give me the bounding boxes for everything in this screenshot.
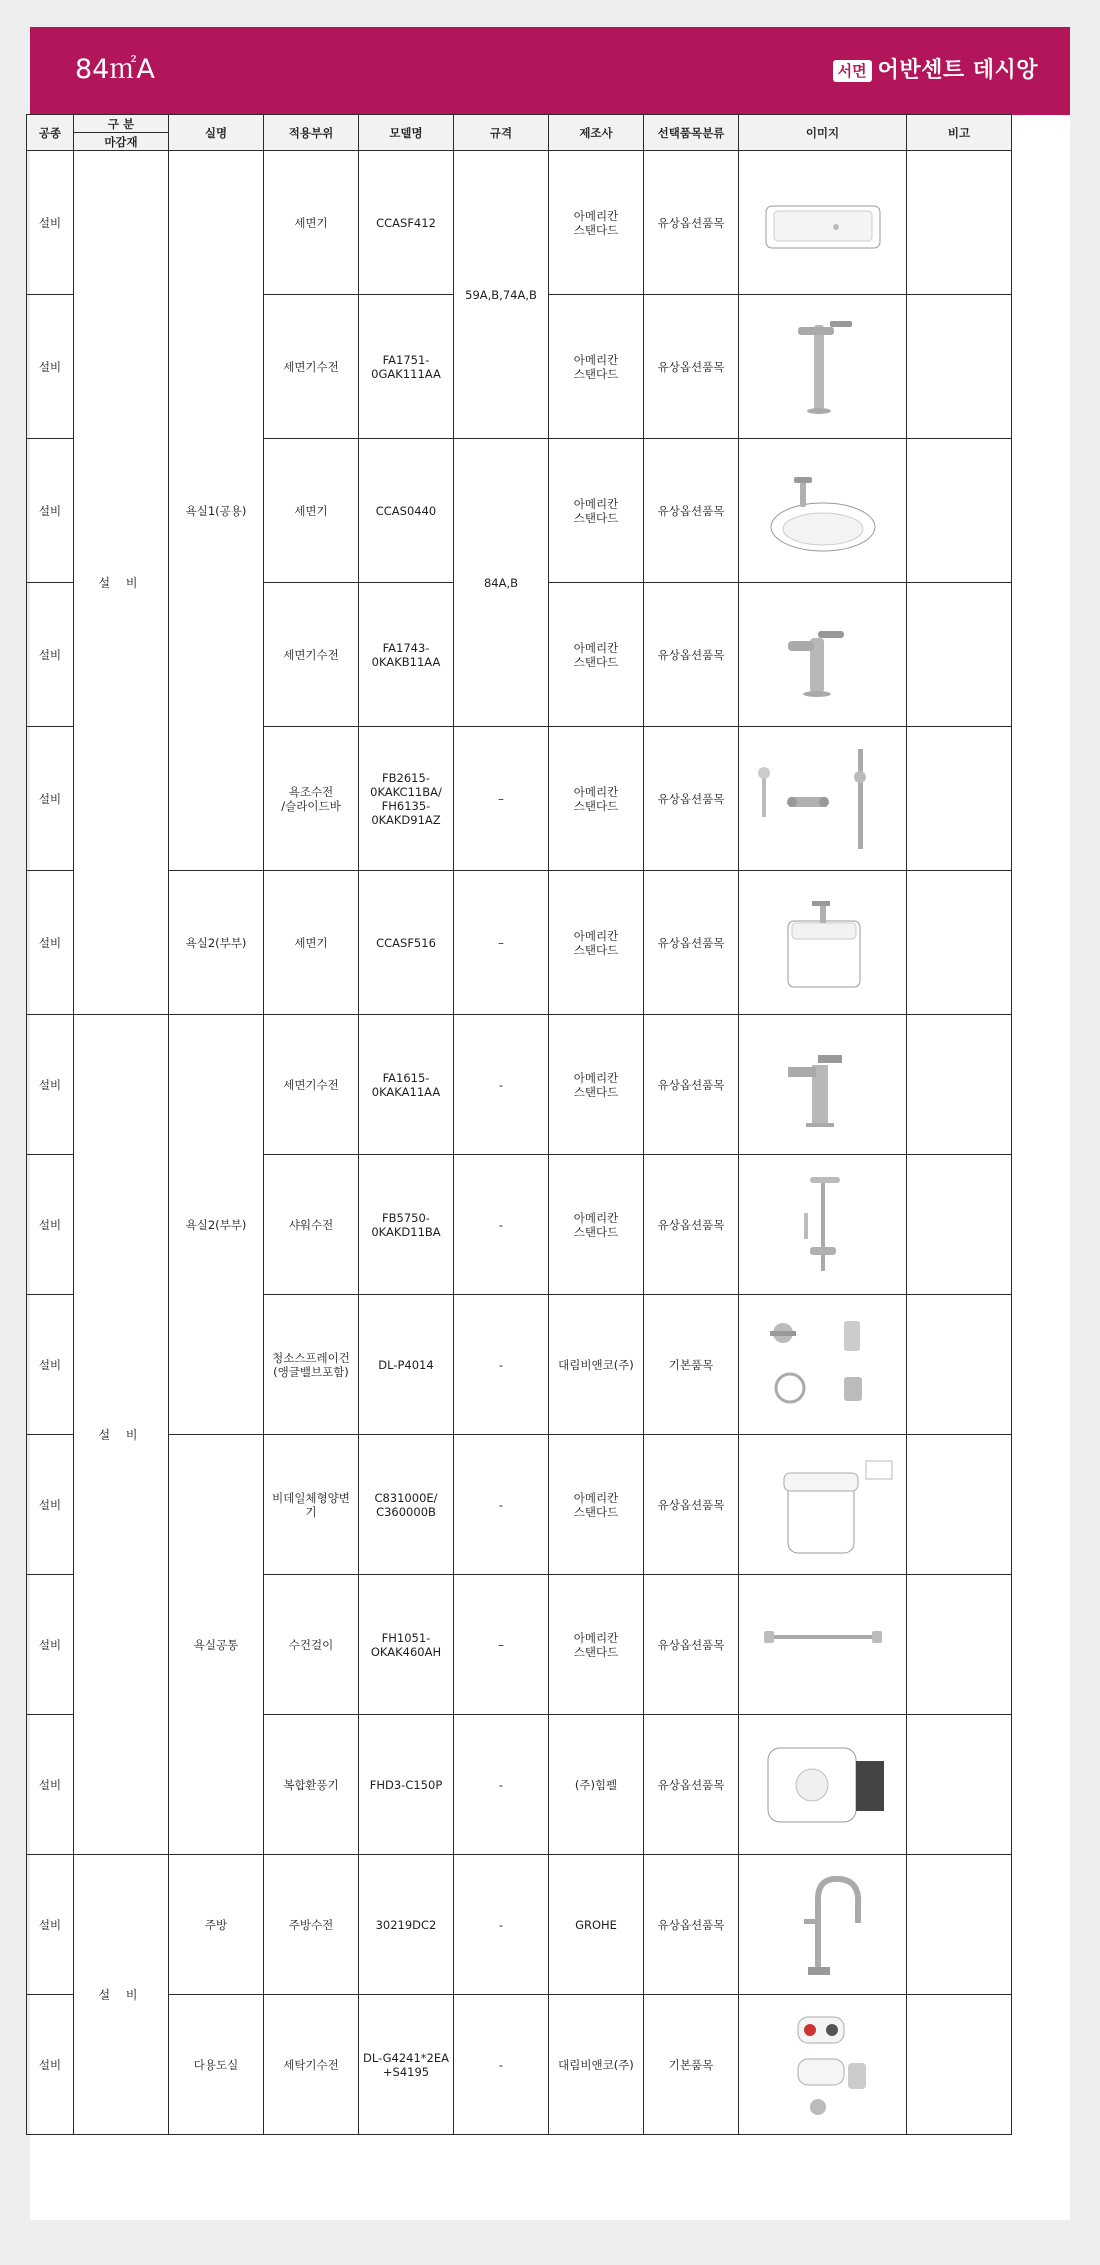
header-location: 적용부위 [264,115,359,151]
cell-image [739,1155,907,1295]
cell-note [907,727,1012,871]
cell-model: CCASF412 [359,151,454,295]
cell-model: 30219DC2 [359,1855,454,1995]
cell-location: 샤워수전 [264,1155,359,1295]
cell-spec: - [454,1155,549,1295]
cell-spec: - [454,1435,549,1575]
header-image: 이미지 [739,115,907,151]
cell-category-group: 설 비 [74,1015,169,1855]
cell-image [739,1715,907,1855]
cell-image [739,1575,907,1715]
cell-model: CCAS0440 [359,439,454,583]
spray-gun-set-icon [748,1303,898,1427]
cell-option: 유상옵션품목 [644,151,739,295]
table-row [27,1995,1012,2135]
cell-option: 유상옵션품목 [644,871,739,1015]
cell-location: 세면기 [264,151,359,295]
header-finish: 마감재 [74,133,169,151]
table-row [27,1015,1012,1155]
cell-trade: 설비 [27,583,74,727]
cell-trade: 설비 [27,295,74,439]
cell-trade: 설비 [27,1295,74,1435]
cell-image [739,583,907,727]
cell-note [907,1855,1012,1995]
cell-maker: 아메리칸 스탠다드 [549,151,644,295]
towel-bar-icon [748,1583,898,1707]
cell-option: 유상옵션품목 [644,1715,739,1855]
cell-image [739,295,907,439]
cell-note [907,1435,1012,1575]
cell-note [907,295,1012,439]
header-maker: 제조사 [549,115,644,151]
cell-category-group: 설 비 [74,1855,169,2135]
cell-trade: 설비 [27,1995,74,2135]
header-model: 모델명 [359,115,454,151]
washer-valve-icon [748,2003,898,2127]
cell-note [907,1015,1012,1155]
header-category: 구 분 [74,115,169,133]
cell-location: 비데일체형양변 기 [264,1435,359,1575]
cell-option: 유상옵션품목 [644,727,739,871]
cell-location: 복합환풍기 [264,1715,359,1855]
cell-note [907,583,1012,727]
cell-location: 세탁기수전 [264,1995,359,2135]
cell-option: 유상옵션품목 [644,1575,739,1715]
cell-note [907,1575,1012,1715]
ventilator-icon [748,1723,898,1847]
cell-option: 기본품목 [644,1295,739,1435]
cell-option: 유상옵션품목 [644,583,739,727]
cell-image [739,871,907,1015]
cell-image [739,151,907,295]
table-row [27,1435,1012,1575]
cell-note [907,1995,1012,2135]
cell-model: FB5750- 0KAKD11BA [359,1155,454,1295]
cell-spec: - [454,1715,549,1855]
cell-spec: – [454,871,549,1015]
cell-model: DL-P4014 [359,1295,454,1435]
cell-maker: 아메리칸 스탠다드 [549,1435,644,1575]
cell-location: 세면기 [264,439,359,583]
cell-location: 세면기수전 [264,583,359,727]
table-row [27,151,1012,295]
brand-logo [833,56,1038,86]
cell-note [907,1295,1012,1435]
cell-location: 세면기 [264,871,359,1015]
cell-location: 세면기수전 [264,1015,359,1155]
cell-image [739,439,907,583]
cell-option: 유상옵션품목 [644,1855,739,1995]
brand-badge: 서면 [833,60,872,82]
unit-type-title: 84㎡A [75,54,155,85]
kitchen-faucet-icon [748,1863,898,1987]
cell-option: 기본품목 [644,1995,739,2135]
faucet-square-icon [748,1023,898,1147]
cell-option: 유상옵션품목 [644,1435,739,1575]
cell-location: 청소스프레이건 (앵글밸브포함) [264,1295,359,1435]
cell-trade: 설비 [27,1575,74,1715]
cell-spec: 59A,B,74A,B [454,151,549,439]
cell-location: 주방수전 [264,1855,359,1995]
cell-option: 유상옵션품목 [644,439,739,583]
cell-model: FA1615- 0KAKA11AA [359,1015,454,1155]
cell-spec: – [454,1575,549,1715]
cell-image [739,1295,907,1435]
header-note: 비고 [907,115,1012,151]
cell-maker: 아메리칸 스탠다드 [549,1155,644,1295]
cell-maker: 아메리칸 스탠다드 [549,1015,644,1155]
cell-trade: 설비 [27,727,74,871]
cell-model: DL-G4241*2EA +S4195 [359,1995,454,2135]
header-banner [30,27,1070,115]
cell-room: 욕실2(부부) [169,1015,264,1435]
bidet-toilet-icon [748,1443,898,1567]
cell-model: FA1751- 0GAK111AA [359,295,454,439]
cell-maker: 아메리칸 스탠다드 [549,1575,644,1715]
cell-location: 욕조수전 /슬라이드바 [264,727,359,871]
cell-image [739,1995,907,2135]
brand-name: 어반센트 데시앙 [877,58,1038,83]
wall-basin-icon [748,881,898,1005]
tall-faucet-icon [748,305,898,429]
cell-room: 욕실공통 [169,1435,264,1855]
cell-location: 세면기수전 [264,295,359,439]
header-trade: 공종 [27,115,74,151]
cell-spec: – [454,727,549,871]
cell-spec: - [454,1295,549,1435]
cell-maker: 아메리칸 스탠다드 [549,871,644,1015]
cell-option: 유상옵션품목 [644,1155,739,1295]
cell-trade: 설비 [27,871,74,1015]
cell-maker: 아메리칸 스탠다드 [549,583,644,727]
table-row [27,1855,1012,1995]
cell-maker: 대림비앤코(주) [549,1295,644,1435]
cell-model: CCASF516 [359,871,454,1015]
cell-maker: GROHE [549,1855,644,1995]
cell-option: 유상옵션품목 [644,295,739,439]
header-option: 선택품목분류 [644,115,739,151]
bath-slide-bar-icon [748,737,898,861]
cell-trade: 설비 [27,1015,74,1155]
cell-maker: 아메리칸 스탠다드 [549,727,644,871]
cell-spec: - [454,1855,549,1995]
faucet-icon [748,593,898,717]
cell-maker: 아메리칸 스탠다드 [549,295,644,439]
cell-note [907,439,1012,583]
cell-note [907,1155,1012,1295]
cell-option: 유상옵션품목 [644,1015,739,1155]
cell-note [907,1715,1012,1855]
header-room: 실명 [169,115,264,151]
cell-model: FHD3-C150P [359,1715,454,1855]
cell-note [907,151,1012,295]
cell-spec: - [454,1995,549,2135]
cell-model: FH1051- OKAK460AH [359,1575,454,1715]
cell-trade: 설비 [27,1855,74,1995]
cell-trade: 설비 [27,1715,74,1855]
cell-model: FB2615- 0KAKC11BA/ FH6135- 0KAKD91AZ [359,727,454,871]
cell-note [907,871,1012,1015]
basin-faucet-icon [748,449,898,573]
cell-trade: 설비 [27,1435,74,1575]
cell-image [739,1855,907,1995]
cell-model: C831000E/ C360000B [359,1435,454,1575]
cell-model: FA1743- 0KAKB11AA [359,583,454,727]
cell-trade: 설비 [27,1155,74,1295]
cell-room: 욕실2(부부) [169,871,264,1015]
cell-room: 주방 [169,1855,264,1995]
header-spec: 규격 [454,115,549,151]
cell-room: 욕실1(공용) [169,151,264,871]
cell-maker: 대림비앤코(주) [549,1995,644,2135]
cell-room: 다용도실 [169,1995,264,2135]
cell-trade: 설비 [27,439,74,583]
basin-rect-icon [748,161,898,285]
cell-location: 수건걸이 [264,1575,359,1715]
cell-spec: 84A,B [454,439,549,727]
cell-spec: - [454,1015,549,1155]
finish-spec-table [26,114,1012,2135]
cell-category-group: 설 비 [74,151,169,1015]
table-row [27,871,1012,1015]
shower-column-icon [748,1163,898,1287]
cell-image [739,727,907,871]
cell-image [739,1015,907,1155]
cell-trade: 설비 [27,151,74,295]
cell-maker: (주)힘펠 [549,1715,644,1855]
cell-maker: 아메리칸 스탠다드 [549,439,644,583]
cell-image [739,1435,907,1575]
